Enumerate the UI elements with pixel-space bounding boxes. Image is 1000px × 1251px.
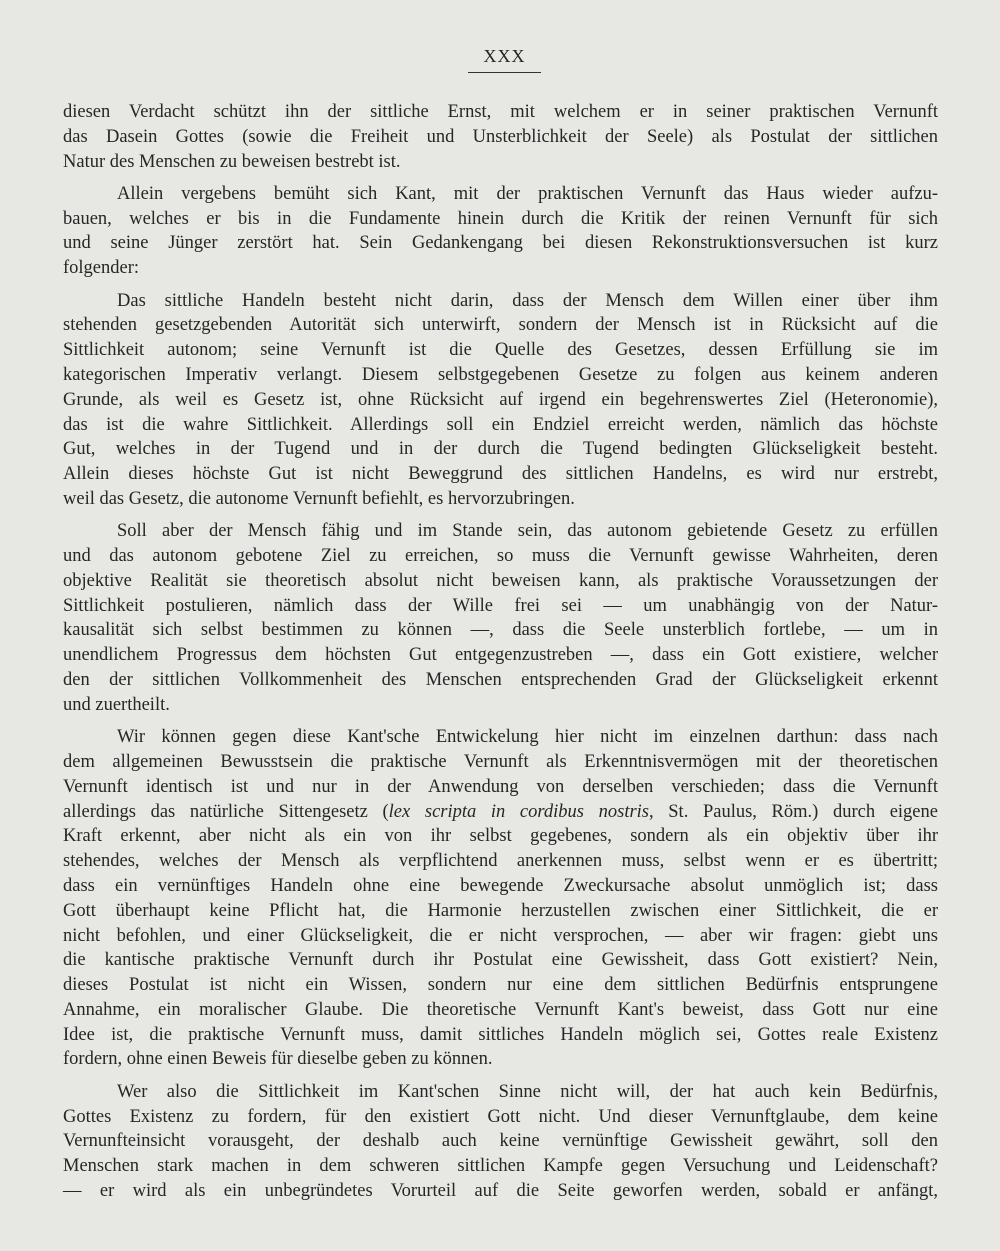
text-line: den der sittlichen Vollkommenheit des Menschen entsprechenden Grad der Glückseligkeit erkennt	[63, 670, 938, 691]
text-line: nicht befohlen, und einer Glückseligkeit, die er nicht versprochen, — aber wir fragen: giebt uns	[63, 925, 938, 946]
text-line	[63, 800, 938, 825]
paragraph	[63, 182, 938, 281]
paragraph	[63, 100, 938, 174]
text-line: stehendes, welches der Mensch als verpflichtend anerkennen muss, selbst wenn er es übertritt;	[63, 851, 938, 872]
text-line: Natur des Menschen zu beweisen bestrebt ist.	[63, 151, 401, 172]
paragraph	[63, 519, 938, 717]
paragraph	[63, 289, 938, 512]
text-line: unendlichem Progressus dem höchsten Gut entgegenzustreben —, dass ein Gott existiere, welcher	[63, 645, 938, 666]
text-line: Gottes Existenz zu fordern, für den existiert Gott nicht. Und dieser Vernunftglaube, dem keine	[63, 1106, 938, 1127]
text-segment: allerdings das natürliche Sittengesetz (	[63, 801, 389, 822]
paragraph	[63, 1080, 938, 1204]
page-number: XXX	[483, 46, 526, 66]
text-line: kategorischen Imperativ verlangt. Diesem selbstgegebenen Gesetze zu folgen aus keinem anderen	[63, 364, 938, 385]
text-line: stehenden gesetzgebenden Autorität sich unterwirft, sondern der Mensch ist in Rücksicht auf die	[63, 315, 938, 336]
text-line: das ist die wahre Sittlichkeit. Allerdings soll ein Endziel erreicht werden, nämlich das höchste	[63, 414, 938, 435]
text-line: — er wird als ein unbegründetes Vorurteil auf die Seite geworfen werden, sobald er anfängt,	[63, 1180, 938, 1201]
text-line: Vernunfteinsicht vorausgeht, der deshalb auch keine vernünftige Gewissheit gewährt, soll den	[63, 1131, 938, 1152]
text-line: Allein dieses höchste Gut ist nicht Beweggrund des sittlichen Handelns, es wird nur erstrebt,	[63, 464, 938, 485]
text-line: weil das Gesetz, die autonome Vernunft befiehlt, es hervorzubringen.	[63, 488, 575, 509]
text-line: Grunde, als weil es Gesetz ist, ohne Rücksicht auf irgend ein begehrenswertes Ziel (Heteronomie),	[63, 389, 938, 410]
header-rule	[468, 72, 541, 73]
text-line: Wir können gegen diese Kant'sche Entwickelung hier nicht im einzelnen darthun: dass nach	[117, 727, 938, 748]
body-text	[63, 100, 938, 1204]
italic-quote: lex scripta in cordibus nostris	[388, 801, 649, 822]
text-line: Gott überhaupt keine Pflicht hat, die Harmonie herzustellen zwischen einer Sittlichkeit, die er	[63, 900, 938, 921]
text-line: diesen Verdacht schützt ihn der sittliche Ernst, mit welchem er in seiner praktischen Vernunft	[63, 102, 938, 122]
text-line: Sittlichkeit postulieren, nämlich dass der Wille frei sei — um unabhängig von der Natur-	[63, 595, 938, 616]
text-line: Menschen stark machen in dem schweren sittlichen Kampfe gegen Versuchung und Leidenschaft?	[63, 1156, 938, 1177]
text-line: und seine Jünger zerstört hat. Sein Gedankengang bei diesen Rekonstruktionsversuchen ist kurz	[63, 233, 938, 254]
text-line: Soll aber der Mensch fähig und im Stande sein, das autonom gebietende Gesetz zu erfüllen	[117, 521, 938, 542]
text-line: kausalität sich selbst bestimmen zu können —, dass die Seele unsterblich fortlebe, — um in	[63, 620, 938, 641]
text-line: bauen, welches er bis in die Fundamente hinein durch die Kritik der reinen Vernunft für sich	[63, 208, 938, 229]
text-line: Idee ist, die praktische Vernunft muss, damit sittliches Handeln möglich sei, Gottes reale Existenz	[63, 1024, 938, 1045]
text-line: dass ein vernünftiges Handeln ohne eine bewegende Zweckursache absolut unmöglich ist; dass	[63, 875, 938, 896]
text-line: Wer also die Sittlichkeit im Kant'schen Sinne nicht will, der hat auch kein Bedürfnis,	[117, 1081, 938, 1102]
text-line: das Dasein Gottes (sowie die Freiheit und Unsterblichkeit der Seele) als Postulat der sittlichen	[63, 126, 938, 147]
text-line: Gut, welches in der Tugend und in der durch die Tugend bedingten Glückseligkeit besteht.	[63, 439, 938, 460]
text-line: Sittlichkeit autonom; seine Vernunft ist die Quelle des Gesetzes, dessen Erfüllung sie im	[63, 340, 938, 361]
text-line: dieses Postulat ist nicht ein Wissen, sondern nur eine dem sittlichen Bedürfnis entsprungene	[63, 975, 938, 996]
text-line: die kantische praktische Vernunft durch ihr Postulat eine Gewissheit, dass Gott existiert? Nein,	[63, 950, 938, 971]
text-line: objektive Realität sie theoretisch absolut nicht beweisen kann, als praktische Voraussetzungen der	[63, 570, 938, 591]
text-line: Kraft erkennt, aber nicht als ein von ihr selbst gegebenes, sondern als ein objektiv über ihr	[63, 826, 938, 847]
text-line: folgender:	[63, 258, 140, 279]
text-line: fordern, ohne einen Beweis für dieselbe geben zu können.	[63, 1049, 493, 1070]
text-line: Annahme, ein moralischer Glaube. Die theoretische Vernunft Kant's beweist, dass Gott nur eine	[63, 999, 938, 1020]
text-line: Allein vergebens bemüht sich Kant, mit der praktischen Vernunft das Haus wieder aufzu-	[117, 183, 938, 204]
text-line: Das sittliche Handeln besteht nicht darin, dass der Mensch dem Willen einer über ihm	[117, 290, 938, 311]
text-line: Vernunft identisch ist und nur in der Anwendung von derselben verschieden; dass die Vernunft	[63, 776, 938, 797]
text-line: dem allgemeinen Bewusstsein die praktische Vernunft als Erkenntnisvermögen mit der theoretischen	[63, 751, 938, 772]
text-line: und zuertheilt.	[63, 694, 170, 715]
paragraph	[63, 725, 938, 1072]
text-segment: , St. Paulus, Röm.) durch eigene	[649, 801, 938, 822]
text-line: und das autonom gebotene Ziel zu erreichen, so muss die Vernunft gewisse Wahrheiten, deren	[63, 546, 938, 567]
